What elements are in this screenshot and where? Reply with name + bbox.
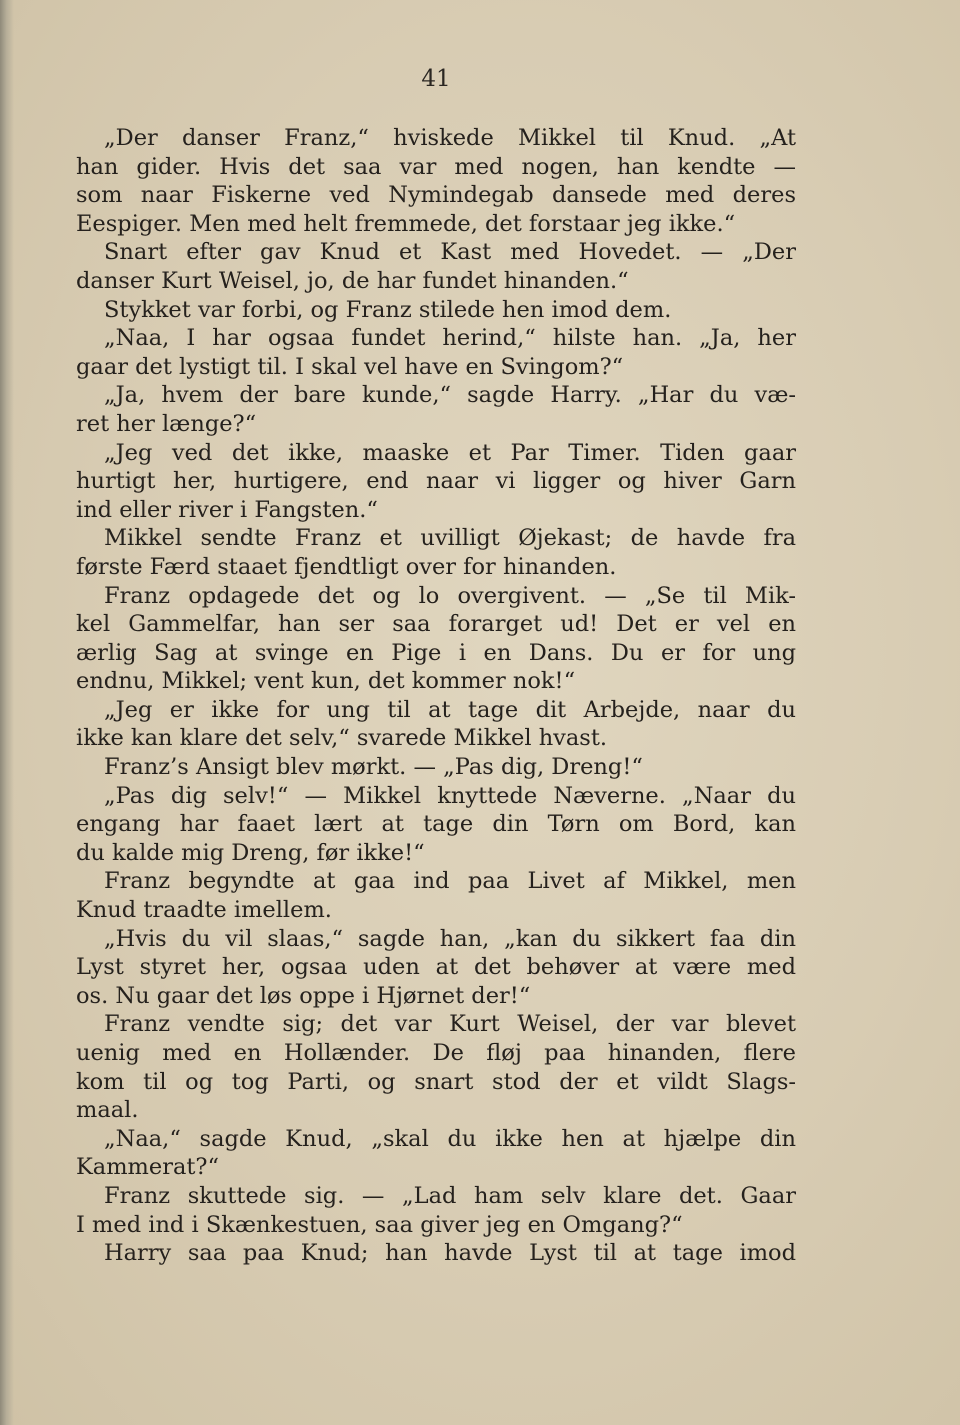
text-line: os. Nu gaar det løs oppe i Hjørnet der!“ (76, 982, 531, 1009)
text-line: Snart efter gav Knud et Kast med Hovedet. — „Der (104, 239, 796, 266)
text-line: engang har faaet lært at tage din Tørn om Bord, kan (76, 811, 796, 838)
text-line: „Naa,“ sagde Knud, „skal du ikke hen at hjælpe din (104, 1125, 796, 1152)
text-line: Franz opdagede det og lo overgivent. — „Se til Mik- (104, 582, 796, 609)
text-line: Mikkel sendte Franz et uvilligt Øjekast; de havde fra (104, 525, 796, 552)
text-line: kom til og tog Parti, og snart stod der et vildt Slags- (76, 1068, 796, 1095)
text-line: „Naa, I har ogsaa fundet herind,“ hilste han. „Ja, her (104, 325, 796, 352)
text-line: „Jeg er ikke for ung til at tage dit Arbejde, naar du (104, 696, 796, 723)
text-line: han gider. Hvis det saa var med nogen, han kendte — (76, 153, 796, 180)
text-line: „Der danser Franz,“ hviskede Mikkel til Knud. „At (104, 125, 796, 151)
text-line: Franz’s Ansigt blev mørkt. — „Pas dig, Dreng!“ (104, 754, 643, 781)
text-line: Eespiger. Men med helt fremmede, det forstaar jeg ikke.“ (76, 210, 736, 237)
text-line: uenig med en Hollænder. De fløj paa hinanden, flere (76, 1040, 796, 1066)
text-line: Knud traadte imellem. (76, 897, 332, 924)
text-line: Lyst styret her, ogsaa uden at det behøver at være med (76, 954, 796, 981)
text-line: I med ind i Skænkestuen, saa giver jeg en Omgang?“ (76, 1211, 683, 1238)
text-line: maal. (76, 1097, 139, 1124)
text-line: Franz skuttede sig. — „Lad ham selv klare det. Gaar (104, 1182, 796, 1209)
text-line: „Pas dig selv!“ — Mikkel knyttede Næverne. „Naar du (104, 782, 796, 809)
body-text (76, 124, 796, 1268)
text-line: ind eller river i Fangsten.“ (76, 496, 378, 523)
text-line: gaar det lystigt til. I skal vel have en Svingom?“ (76, 353, 624, 380)
text-line: som naar Fiskerne ved Nymindegab dansede med deres (76, 182, 796, 209)
page-number: 41 (421, 66, 451, 92)
text-line: Stykket var forbi, og Franz stilede hen imod dem. (104, 296, 672, 323)
text-line: Franz begyndte at gaa ind paa Livet af Mikkel, men (104, 868, 796, 895)
text-line: endnu, Mikkel; vent kun, det kommer nok!“ (76, 668, 576, 695)
text-line: Harry saa paa Knud; han havde Lyst til at tage imod (104, 1240, 796, 1267)
text-line: ikke kan klare det selv,“ svarede Mikkel hvast. (76, 725, 608, 752)
text-line: du kalde mig Dreng, før ikke!“ (76, 839, 425, 866)
text-line: „Jeg ved det ikke, maaske et Par Timer. Tiden gaar (104, 439, 796, 466)
text-line: Kammerat?“ (76, 1154, 219, 1181)
text-line: danser Kurt Weisel, jo, de har fundet hinanden.“ (76, 267, 629, 294)
text-line: kel Gammelfar, han ser saa forarget ud! Det er vel en (76, 611, 796, 638)
text-line: ærlig Sag at svinge en Pige i en Dans. Du er for ung (76, 639, 796, 666)
text-line: hurtigt her, hurtigere, end naar vi ligger og hiver Garn (76, 468, 796, 495)
text-line: første Færd staaet fjendtligt over for hinanden. (76, 553, 617, 580)
text-line: ret her længe?“ (76, 410, 257, 437)
text-line: Franz vendte sig; det var Kurt Weisel, der var blevet (104, 1011, 796, 1038)
text-line: „Ja, hvem der bare kunde,“ sagde Harry. „Har du væ- (104, 382, 796, 409)
page-binding-edge (0, 0, 14, 1425)
text-line: „Hvis du vil slaas,“ sagde han, „kan du sikkert faa din (104, 925, 796, 952)
